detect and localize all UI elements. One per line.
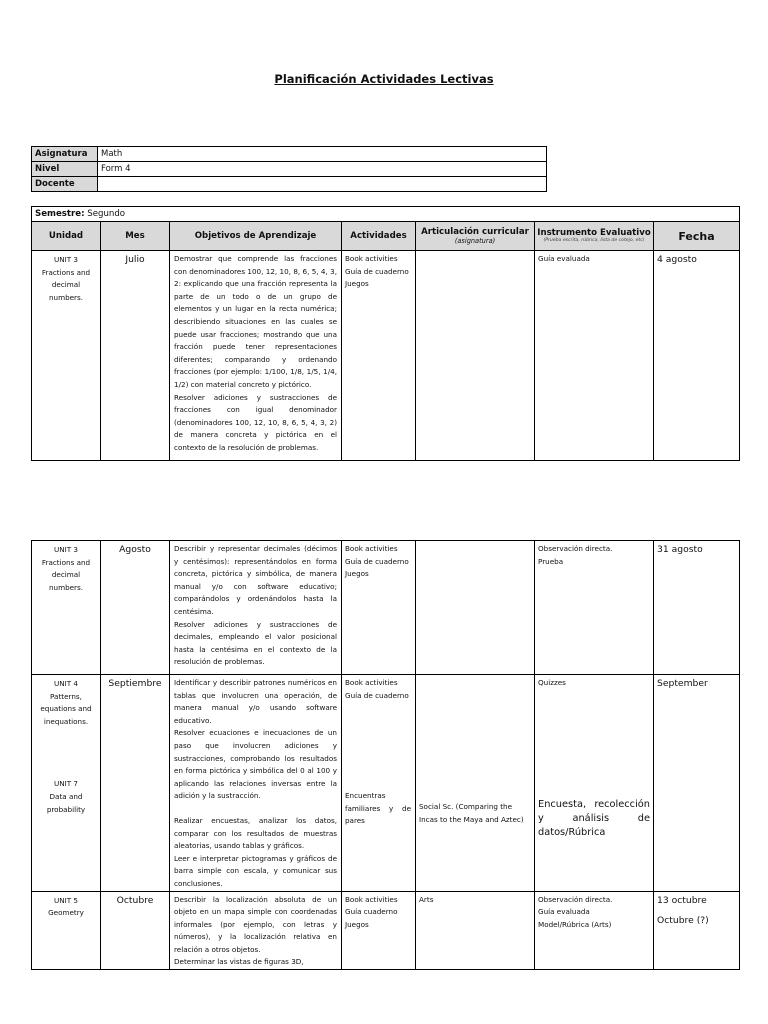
objetivo-text: Resolver ecuaciones e inecuaciones de un paso que involucren adiciones y sustracciones, comprobando los resultados en forma pictórica y simbólica del 0 al 100 y aplicando las relaciones inversas entre la adición y la sustracción.	[174, 728, 337, 801]
objetivo-text: Leer e interpretar pictogramas y gráficos de barra simple con escala, y comunicar sus conclusiones.	[174, 853, 337, 888]
objetivos-cell	[170, 891, 342, 970]
asignatura-value[interactable]: Math	[98, 147, 547, 162]
instrumento-cell: Guía evaluada	[535, 251, 654, 461]
docente-value[interactable]	[98, 177, 547, 192]
actividad-item: Juegos	[345, 919, 369, 929]
table-row	[32, 891, 740, 970]
table-row	[32, 541, 740, 675]
semester-row	[32, 207, 740, 222]
actividad-item: Guía de cuaderno	[345, 556, 409, 566]
mes-cell: Septiembre	[101, 675, 170, 892]
header-unidad: Unidad	[32, 222, 101, 251]
unit-number: UNIT 3	[53, 255, 78, 264]
unit-cell	[32, 251, 101, 461]
instrumento-item: Guía evaluada	[538, 907, 590, 917]
instrumento-cell	[535, 675, 654, 892]
actividad-item: Guía de cuaderno	[345, 690, 409, 700]
objetivo-text: Determinar las vistas de figuras 3D,	[174, 957, 304, 967]
actividades-cell	[342, 675, 416, 892]
articulacion-text: Social Sc. (Comparing the Incas to the Maya and Aztec)	[419, 802, 524, 824]
docente-label: Docente	[32, 177, 98, 192]
semester-label: Semestre:	[35, 209, 85, 219]
unit-cell	[32, 675, 101, 892]
objetivo-text: Realizar encuestas, analizar los datos, comparar con los resultados de muestras aleatorias, usando tablas y gráficos.	[174, 815, 337, 851]
unit-number: UNIT 5	[53, 895, 78, 905]
articulacion-cell	[416, 251, 535, 461]
table-row	[32, 251, 740, 461]
objetivo-text: Demostrar que comprende las fracciones con denominadores 100, 12, 10, 8, 6, 5, 4, 3, 2: explicando que una fracción representa la parte de un todo o de un grupo de elementos y un lugar en la recta numérica; describiendo situaciones en las cuales se puede usar fracciones; mostrando que una fracción puede tener representaciones diferentes; comparando y ordenando fracciones (por ejemplo: 1/100, 1/8, 1/5, 1/4, 1/2) con material concreto y pictórico.	[174, 254, 337, 389]
actividad-item: Book activities	[345, 678, 398, 687]
unit-title: Data and probability	[46, 791, 86, 814]
unit-number: UNIT 3	[53, 545, 78, 554]
unit-cell	[32, 541, 101, 675]
fecha-text: Octubre (?)	[657, 915, 709, 927]
fecha-text: 13 octubre	[657, 894, 707, 906]
table-row	[32, 675, 740, 892]
instrumento-cell	[535, 891, 654, 970]
instrumento-cell	[535, 541, 654, 675]
unit-title: Fractions and decimal numbers.	[41, 557, 91, 592]
asignatura-label: Asignatura	[32, 147, 98, 162]
mes-cell: Octubre	[101, 891, 170, 970]
articulacion-cell	[416, 675, 535, 892]
header-instrumento	[535, 222, 654, 251]
objetivo-text: Identificar y describir patrones numéricos en tablas que involucren una operación, de manera manual y/o usando software educativo.	[174, 678, 337, 725]
unit-title: Patterns, equations and inequations.	[40, 691, 92, 726]
actividad-item: Book activities	[345, 894, 398, 904]
header-articulacion	[416, 222, 535, 251]
unit-number: UNIT 7	[53, 779, 78, 789]
objetivos-cell	[170, 541, 342, 675]
header-fecha: Fecha	[654, 222, 740, 251]
header-instrumento-title: Instrumento Evaluativo	[537, 228, 651, 238]
actividad-item: Guía cuaderno	[345, 907, 398, 917]
unit-title: Geometry	[48, 908, 84, 918]
actividad-item: Guía de cuaderno	[345, 266, 409, 276]
instrumento-item: Encuesta, recolección y análisis de datos/Rúbrica	[538, 798, 650, 838]
actividad-item: Juegos	[345, 279, 369, 289]
planning-table-1	[31, 206, 740, 461]
actividades-cell	[342, 891, 416, 970]
articulacion-cell	[416, 541, 535, 675]
nivel-label: Nivel	[32, 162, 98, 177]
header-actividades: Actividades	[342, 222, 416, 251]
header-instrumento-sub: (Prueba escrita, rúbrica, lista de cotejo, etc)	[543, 238, 645, 243]
actividades-cell	[342, 251, 416, 461]
unit-number: UNIT 4	[53, 679, 78, 688]
fecha-cell	[654, 891, 740, 970]
fecha-cell: 31 agosto	[654, 541, 740, 675]
header-objetivos: Objetivos de Aprendizaje	[170, 222, 342, 251]
info-table	[31, 146, 547, 192]
objetivos-cell	[170, 675, 342, 892]
actividad-item: Book activities	[345, 544, 398, 553]
objetivo-text: Resolver adiciones y sustracciones de fracciones con igual denominador (denominadores 100, 12, 10, 8, 6, 5, 4, 3, 2) de manera concreta y pictórica en el contexto de la resolución de problemas.	[174, 392, 337, 452]
objetivo-text: Resolver adiciones y sustracciones de decimales, empleando el valor posicional hasta la centésima en el contexto de la resolución de problemas.	[174, 619, 337, 667]
actividad-item: Book activities	[345, 254, 398, 263]
instrumento-item: Model/Rúbrica (Arts)	[538, 919, 612, 929]
instrumento-item: Observación directa.	[538, 894, 613, 904]
objetivo-text: Describir la localización absoluta de un objeto en un mapa simple con coordenadas informales (por ejemplo, con letras y números), y la localización relativa en relación a otros objetos.	[174, 894, 337, 954]
unit-cell	[32, 891, 101, 970]
instrumento-item: Quizzes	[538, 678, 566, 687]
page-title: Planificación Actividades Lectivas	[274, 72, 494, 86]
header-row	[32, 222, 740, 251]
semester-value: Segundo	[87, 209, 126, 219]
mes-cell: Julio	[101, 251, 170, 461]
actividad-item: Encuentras familiares y de pares	[345, 791, 411, 826]
header-articulacion-sub: (asignatura)	[454, 237, 496, 245]
mes-cell: Agosto	[101, 541, 170, 675]
actividades-cell	[342, 541, 416, 675]
objetivos-cell	[170, 251, 342, 461]
actividad-item: Juegos	[345, 569, 369, 579]
unit-title: Fractions and decimal numbers.	[41, 267, 91, 302]
objetivo-text: Describir y representar decimales (décimos y centésimos): representándolos en forma concreta, pictórica y simbólica, de manera manual y/o con software educativo; comparándolos y ordenándolos hasta la centésima.	[174, 544, 337, 616]
planning-table-2	[31, 540, 740, 970]
instrumento-item: Observación directa.	[538, 544, 613, 553]
header-mes: Mes	[101, 222, 170, 251]
instrumento-item: Prueba	[538, 556, 564, 566]
nivel-value[interactable]: Form 4	[98, 162, 547, 177]
articulacion-cell: Arts	[416, 891, 535, 970]
fecha-cell: September	[654, 675, 740, 892]
fecha-cell: 4 agosto	[654, 251, 740, 461]
header-articulacion-title: Articulación curricular	[421, 227, 529, 237]
